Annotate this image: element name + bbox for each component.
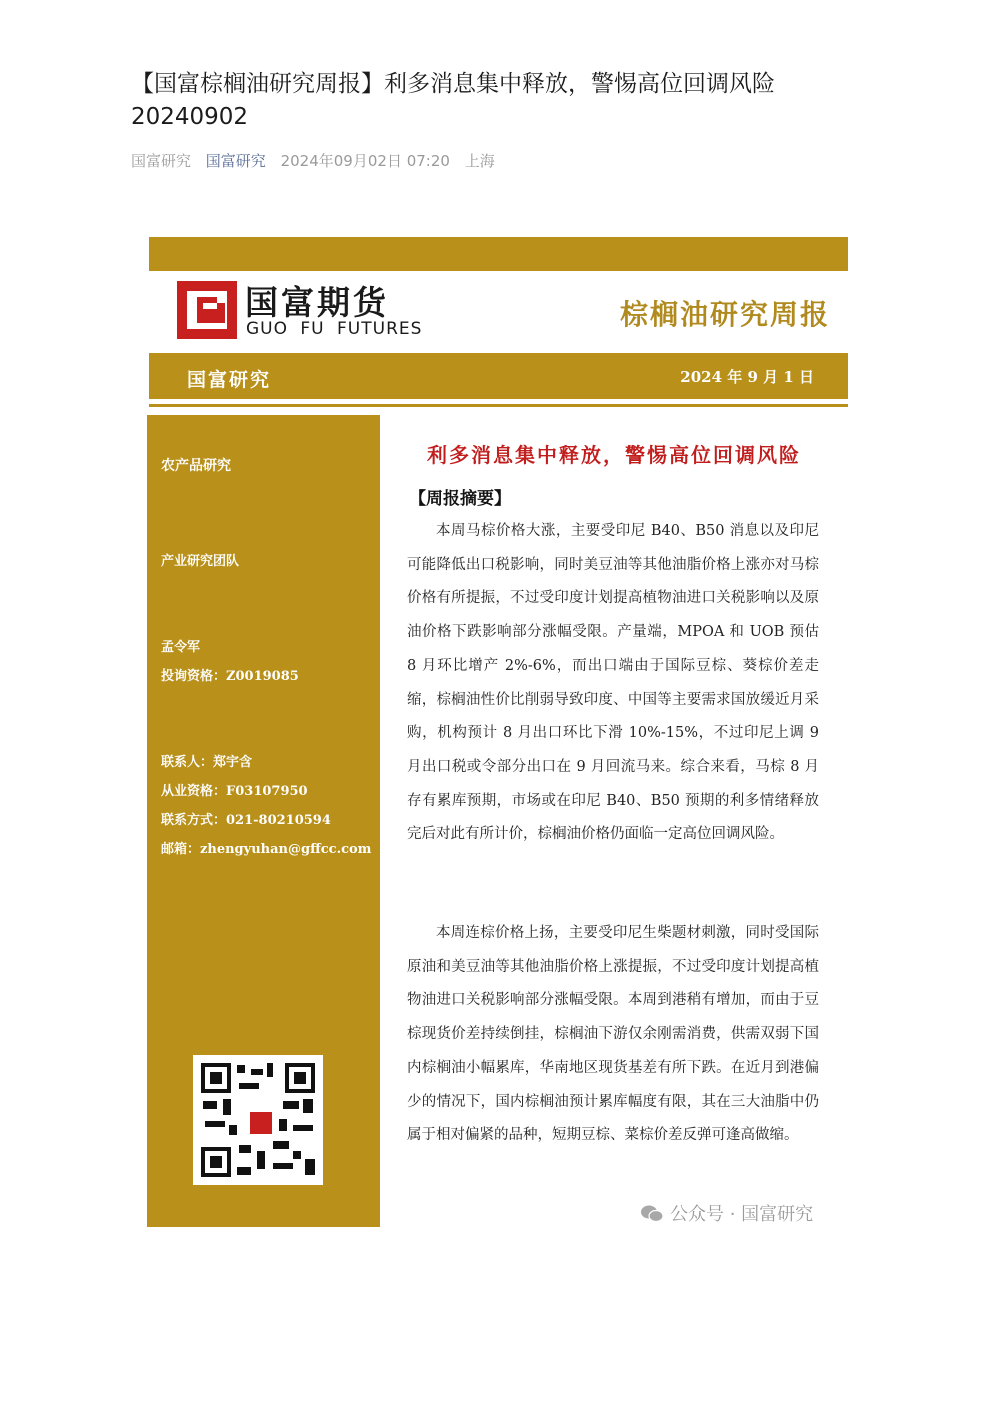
qr-code-icon (193, 1055, 323, 1185)
top-gold-bar (149, 237, 848, 271)
guofu-logo-icon (177, 281, 237, 339)
info-bar (149, 353, 848, 399)
abstract-paragraph-2: 本周连棕价格上扬，主要受印尼生柴题材刺激，同时受国际原油和美豆油等其他油脂价格上涨提振，不过受印度计划提高植物油进口关税影响部分涨幅受限。本周到港稍有增加，而由于豆棕现货价差持续倒挂，棕榈油下游仅余刚需消费，供需双弱下国内棕榈油小幅累库，华南地区现货基差有所下跌。在近月到港偏少的情况下，国内棕榈油预计累库幅度有限，其在三大油脂中仍属于相对偏紧的品种，短期豆棕、菜棕价差反弹可逢高做缩。 (407, 925, 819, 1144)
report-sidebar (147, 415, 380, 1227)
brand-name-cn: 国富期货 (245, 283, 389, 322)
sidebar-contact-phone: 联系方式：021-80210594 (161, 813, 331, 828)
sidebar-contact-email: 邮箱：zhengyuhan@gffcc.com (161, 842, 372, 857)
publish-location: 上海 (464, 152, 495, 170)
article-meta (131, 150, 505, 171)
report-headline: 利多消息集中释放，警惕高位回调风险 (427, 443, 801, 467)
report-page-image (147, 237, 848, 1227)
report-date: 2024 年 9 月 1 日 (680, 368, 814, 386)
brand-name-en: GUO FU FUTURES (246, 319, 423, 339)
publish-datetime: 2024年09月02日 07:20 (280, 152, 450, 170)
sidebar-contact-license: 从业资格：F03107950 (161, 784, 308, 799)
sidebar-analyst-name: 孟令军 (161, 640, 201, 655)
abstract-paragraph-1: 本周马棕价格大涨，主要受印尼 B40、B50 消息以及印尼可能降低出口税影响，同时美豆油等其他油脂价格上涨亦对马棕价格有所提振，不过受印度计划提高植物油进口关税影响以及原油价格下跌影响部分涨幅受限。产量端，MPOA 和 UOB 预估 8 月环比增产 2%-6%，而出口端由于国际豆棕、葵棕价差走缩，棕榈油性价比削弱导致印度、中国等主要需求国放缓近月采购，机构预计 8 月出口环比下滑 10%-15%，不过印尼上调 9 月出口税或令部分出口在 9 月回流马来。综合来看，马棕 8 月存有累库预期，市场或在印尼 B40、B50 预期的利多情绪释放完后对此有所计价，棕榈油价格仍面临一定高位回调风险。 (407, 523, 819, 843)
sidebar-team: 产业研究团队 (161, 554, 240, 569)
wechat-watermark (640, 1200, 813, 1226)
report-type-title: 棕榈油研究周报 (619, 298, 830, 331)
sidebar-category: 农产品研究 (161, 458, 231, 474)
watermark-text: 公众号 · 国富研究 (670, 1204, 814, 1225)
sidebar-contact-name: 联系人：郑宇含 (161, 755, 253, 770)
article-title: 【国富棕榈油研究周报】利多消息集中释放，警惕高位回调风险20240902 (131, 71, 775, 130)
source-label: 国富研究 (131, 152, 192, 170)
sidebar-analyst-license: 投询资格：Z0019085 (161, 669, 299, 684)
divider-line (149, 404, 848, 407)
abstract-heading: 【周报摘要】 (409, 489, 511, 509)
account-link[interactable]: 国富研究 (205, 152, 266, 170)
wechat-icon (640, 1205, 664, 1223)
research-label: 国富研究 (187, 369, 272, 391)
